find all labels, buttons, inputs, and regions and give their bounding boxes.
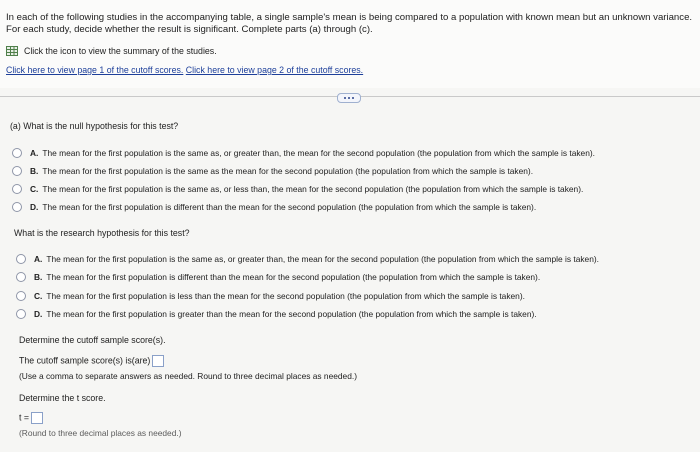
tscore-heading: Determine the t score. <box>19 393 106 403</box>
radio-button[interactable] <box>16 291 26 301</box>
dot-icon <box>352 97 354 99</box>
null-option-d[interactable] <box>12 202 536 212</box>
null-option-c[interactable] <box>12 184 583 194</box>
null-option-b[interactable] <box>12 166 533 176</box>
research-option-c[interactable] <box>16 291 525 301</box>
option-letter: A. <box>30 148 39 158</box>
radio-button[interactable] <box>12 202 22 212</box>
option-letter: C. <box>34 291 43 301</box>
tscore-input[interactable] <box>31 412 43 424</box>
option-text: The mean for the first population is different than the mean for the second population (the population from which the sample is taken). <box>42 202 537 212</box>
radio-button[interactable] <box>12 148 22 158</box>
dot-icon <box>344 97 346 99</box>
tscore-label: t = <box>19 412 30 423</box>
tscore-hint: (Round to three decimal places as needed.) <box>19 428 182 438</box>
radio-button[interactable] <box>16 254 26 264</box>
cutoff-links <box>6 65 363 75</box>
cutoff-input[interactable] <box>152 355 164 367</box>
summary-label: Click the icon to view the summary of the studies. <box>24 46 217 56</box>
option-text: The mean for the first population is the same as, or less than, the mean for the second population (the population from which the sample is taken). <box>42 184 584 194</box>
option-letter: B. <box>30 166 39 176</box>
research-option-b[interactable] <box>16 272 540 282</box>
option-text: The mean for the first population is less than the mean for the second population (the population from which the sample is taken). <box>46 291 525 301</box>
expand-button[interactable] <box>337 93 361 103</box>
option-letter: D. <box>30 202 39 212</box>
cutoff-answer-row <box>19 355 164 367</box>
radio-button[interactable] <box>16 272 26 282</box>
option-letter: A. <box>34 254 43 264</box>
table-icon[interactable] <box>6 46 18 56</box>
research-option-a[interactable] <box>16 254 599 264</box>
null-option-a[interactable] <box>12 148 595 158</box>
option-text: The mean for the first population is the same as, or greater than, the mean for the second population (the population from which the sample is taken). <box>42 148 595 158</box>
radio-button[interactable] <box>12 184 22 194</box>
option-text: The mean for the first population is greater than the mean for the second population (the population from which the sample is taken). <box>46 309 537 319</box>
option-text: The mean for the first population is different than the mean for the second population (the population from which the sample is taken). <box>46 272 541 282</box>
radio-button[interactable] <box>16 309 26 319</box>
option-text: The mean for the first population is the same as the mean for the second population (the population from which the sample is taken). <box>42 166 534 176</box>
option-letter: D. <box>34 309 43 319</box>
cutoff-label: The cutoff sample score(s) is(are) <box>19 355 151 366</box>
cutoff-heading: Determine the cutoff sample score(s). <box>19 335 166 345</box>
summary-row[interactable] <box>6 46 217 56</box>
option-letter: B. <box>34 272 43 282</box>
option-text: The mean for the first population is the same as, or greater than, the mean for the second population (the population from which the sample is taken). <box>46 254 599 264</box>
research-hypothesis-question: What is the research hypothesis for this test? <box>14 228 190 238</box>
cutoff-hint: (Use a comma to separate answers as needed. Round to three decimal places as needed.) <box>19 371 357 381</box>
cutoff-page2-link[interactable]: Click here to view page 2 of the cutoff scores. <box>185 65 364 75</box>
intro-text: In each of the following studies in the accompanying table, a single sample's mean is being compared to a population with known mean but an unknown variance. For each study, decide whether the result is significant. Complete parts (a) through (c). <box>6 12 693 35</box>
cutoff-page1-link[interactable]: Click here to view page 1 of the cutoff scores. <box>6 65 184 75</box>
option-letter: C. <box>30 184 39 194</box>
dot-icon <box>348 97 350 99</box>
null-hypothesis-question: (a) What is the null hypothesis for this test? <box>10 121 179 131</box>
tscore-answer-row <box>19 412 43 424</box>
radio-button[interactable] <box>12 166 22 176</box>
research-option-d[interactable] <box>16 309 537 319</box>
